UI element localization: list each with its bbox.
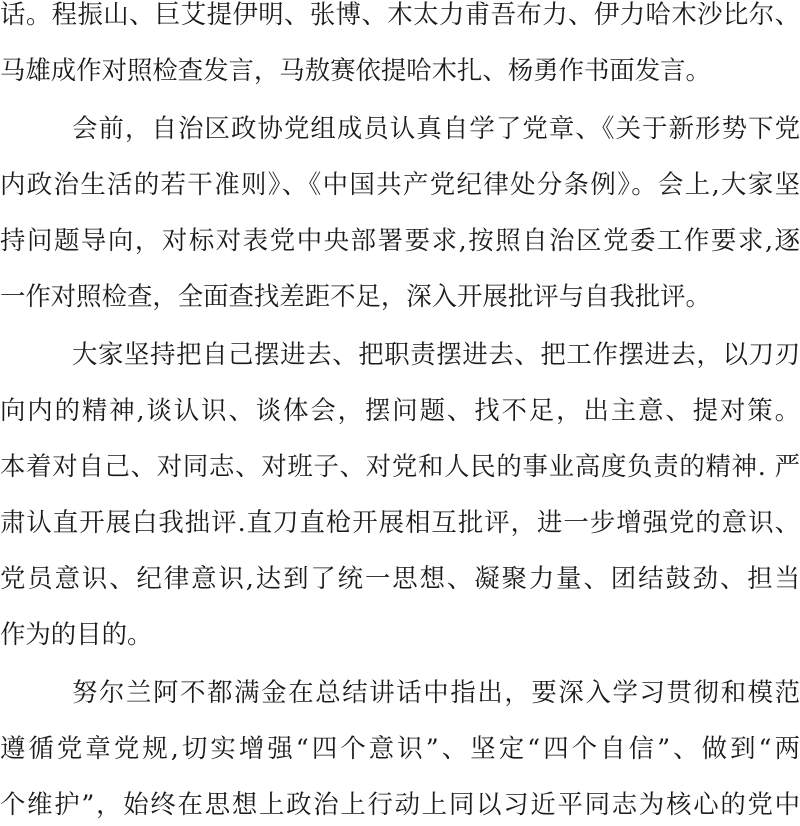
text-line: 党员意识、纪律意识,达到了统一思想、凝聚力量、团结鼓劲、担当 [0, 563, 800, 593]
text-line: 个维护”，始终在思想上政治上行动上同以习近平同志为核心的党中 [0, 789, 800, 819]
paragraph-first-line: 大家坚持把自己摆进去、把职责摆进去、把工作摆进去，以刀刃 [72, 339, 800, 369]
text-line: 肃认直开展白我拙评.直刀直枪开展相互批评，进一步增强党的意识、 [0, 507, 800, 537]
text-line: 作为的目的。 [0, 619, 153, 649]
text-line: 持问题导向，对标对表党中央部署要求,按照自治区党委工作要求,逐 [0, 225, 800, 255]
text-line: 遵循党章党规,切实增强“四个意识”、坚定“四个自信”、做到“两 [0, 733, 800, 763]
text-line: 马雄成作对照检查发言，马敖赛依提哈木扎、杨勇作书面发言。 [0, 55, 711, 85]
paragraph-first-line: 会前，自治区政协党组成员认真自学了党章、《关于新形势下党 [72, 113, 800, 143]
text-line: 内政治生活的若干准则》、《中国共产党纪律处分条例》。会上,大家坚 [0, 169, 800, 199]
text-line: 本着对自己、对同志、对班子、对党和人民的事业高度负责的精神. 严 [0, 451, 800, 481]
text-line: 话。程振山、巨艾提伊明、张博、木太力甫吾布力、伊力哈木沙比尔、 [0, 0, 800, 29]
text-line: 一作对照检查，全面查找差距不足，深入开展批评与自我批评。 [0, 281, 711, 311]
text-line: 向内的精神,谈认识、谈体会，摆问题、找不足，出主意、提对策。 [0, 395, 800, 425]
paragraph-first-line: 努尔兰阿不都满金在总结讲话中指出，要深入学习贯彻和模范 [72, 677, 800, 707]
